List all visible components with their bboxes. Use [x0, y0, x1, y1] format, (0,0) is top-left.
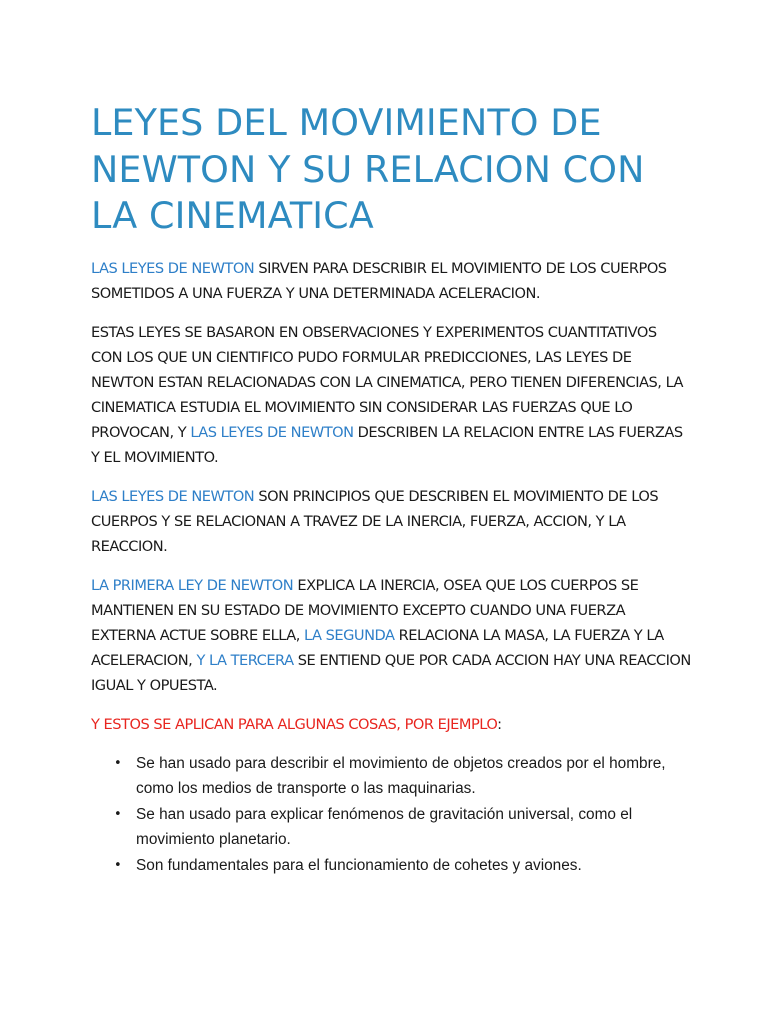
bullet-text: Se han usado para explicar fenómenos de gravitación universal, como el movimiento planetario. — [136, 805, 633, 848]
bullet-icon: • — [114, 755, 122, 771]
red-heading-text: Y ESTOS SE APLICAN PARA ALGUNAS COSAS, POR EJEMPLO — [91, 715, 498, 733]
paragraph-text: SIRVEN PARA DESCRIBIR EL MOVIMIENTO DE LOS CUERPOS SOMETIDOS A UNA FUERZA Y UNA DETERMINADA ACELERACION. — [91, 259, 667, 302]
paragraph-5 — [91, 712, 691, 737]
paragraph-text: SE ENTIEND QUE POR CADA ACCION HAY UNA REACCION IGUAL Y OPUESTA. — [91, 651, 691, 694]
highlight-la-segunda: LA SEGUNDA — [304, 626, 395, 644]
paragraph-text: SON PRINCIPIOS QUE DESCRIBEN EL MOVIMIENTO DE LOS CUERPOS Y SE RELACIONAN A TRAVEZ DE LA INERCIA, FUERZA, ACCION, Y LA REACCION. — [91, 487, 659, 555]
highlight-leyes-de-newton: LAS LEYES DE NEWTON — [91, 487, 255, 505]
bullet-text: Son fundamentales para el funcionamiento de cohetes y aviones. — [136, 856, 582, 874]
bullet-item — [91, 802, 691, 853]
paragraph-text: ESTAS LEYES SE BASARON EN OBSERVACIONES Y EXPERIMENTOS CUANTITATIVOS CON LOS QUE UN CIENTIFICO PUDO FORMULAR PREDICCIONES, LAS LEYES DE NEWTON ESTAN RELACIONADAS CON LA CINEMATICA, PERO TIENEN DIFERENCIAS, LA CINEMATICA ESTUDIA EL MOVIMIENTO SIN CONSIDERAR LAS FUERZAS QUE LO PROVOCAN, Y — [91, 323, 684, 441]
paragraph-3 — [91, 484, 691, 559]
highlight-y-la-tercera: Y LA TERCERA — [196, 651, 294, 669]
highlight-primera-ley: LA PRIMERA LEY DE NEWTON — [91, 576, 294, 594]
bullet-item — [91, 751, 691, 802]
paragraph-text: RELACIONA LA MASA, LA FUERZA Y LA ACELERACION, — [91, 626, 664, 669]
paragraph-4 — [91, 573, 691, 698]
bullet-text: Se han usado para describir el movimiento de objetos creados por el hombre, como los medios de transporte o las maquinarias. — [136, 754, 666, 797]
paragraph-text: DESCRIBEN LA RELACION ENTRE LAS FUERZAS Y EL MOVIMIENTO. — [91, 423, 683, 466]
paragraph-text: EXPLICA LA INERCIA, OSEA QUE LOS CUERPOS SE MANTIENEN EN SU ESTADO DE MOVIMIENTO EXCEPTO CUANDO UNA FUERZA EXTERNA ACTUE SOBRE ELLA, — [91, 576, 639, 644]
bullet-item — [91, 853, 691, 879]
bullet-icon: • — [114, 857, 122, 873]
bullet-list — [91, 751, 691, 879]
highlight-leyes-de-newton: LAS LEYES DE NEWTON — [190, 423, 354, 441]
highlight-leyes-de-newton: LAS LEYES DE NEWTON — [91, 259, 255, 277]
paragraph-1 — [91, 256, 691, 306]
paragraph-colon: : — [497, 715, 502, 733]
document-title: LEYES DEL MOVIMIENTO DE NEWTON Y SU RELACION CON LA CINEMATICA — [91, 101, 645, 237]
paragraph-2 — [91, 320, 691, 470]
document-content — [91, 100, 691, 878]
bullet-icon: • — [114, 806, 122, 822]
